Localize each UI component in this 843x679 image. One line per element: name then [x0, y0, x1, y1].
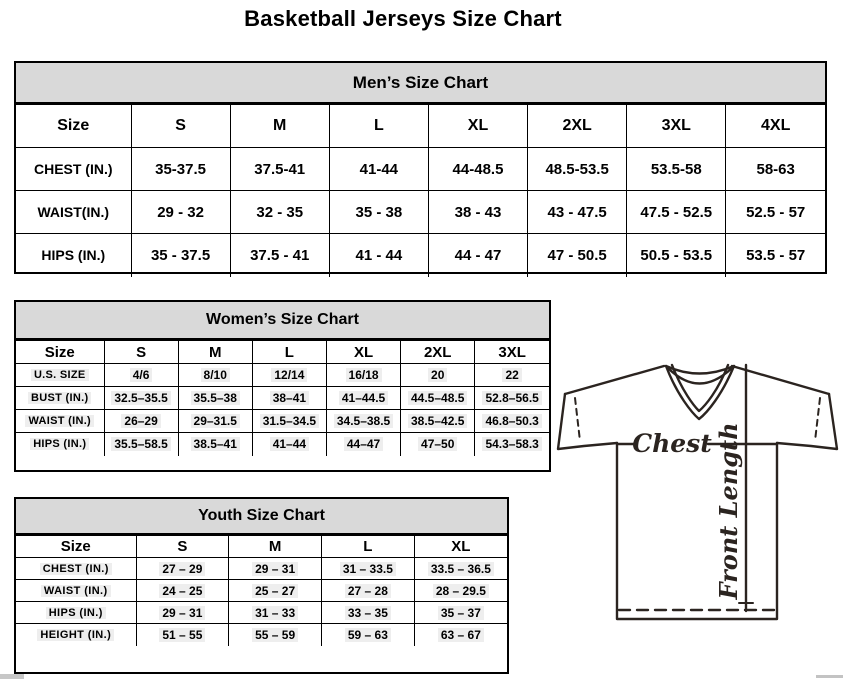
table-cell	[329, 148, 428, 191]
size-value: 22	[502, 368, 521, 382]
table-cell	[178, 410, 252, 433]
size-value: 37.5 - 41	[250, 246, 310, 264]
size-value: 33 – 35	[345, 606, 391, 620]
column-header: L	[329, 105, 428, 148]
column-header: XL	[326, 341, 400, 364]
column-header: 3XL	[475, 341, 549, 364]
row-label-text: U.S. SIZE	[31, 369, 89, 381]
mens-table-grid	[16, 104, 825, 277]
size-value: 31.5–34.5	[260, 414, 319, 428]
row-label	[16, 387, 104, 410]
table-cell	[475, 410, 549, 433]
size-value: 47 - 50.5	[547, 246, 607, 264]
table-cell	[252, 387, 326, 410]
header-row	[16, 536, 507, 558]
table-cell	[475, 364, 549, 387]
column-header: Size	[16, 536, 136, 558]
table-cell	[414, 624, 507, 646]
table-cell	[136, 602, 229, 624]
row-label	[16, 148, 131, 191]
row-label-text: HEIGHT (IN.)	[37, 629, 114, 641]
table-cell	[726, 191, 825, 234]
size-value: 44.5–48.5	[408, 391, 467, 405]
womens-table-caption: Women’s Size Chart	[16, 302, 549, 340]
table-cell	[229, 602, 322, 624]
size-value: 33.5 – 36.5	[428, 562, 494, 576]
column-header: M	[178, 341, 252, 364]
table-cell	[528, 234, 627, 277]
table-cell	[230, 234, 329, 277]
header-row	[16, 105, 825, 148]
size-value: 31 – 33	[252, 606, 298, 620]
size-value: 24 – 25	[159, 584, 205, 598]
table-cell	[326, 433, 400, 456]
size-value: 35-37.5	[155, 160, 206, 178]
table-row	[16, 433, 549, 456]
table-cell	[726, 148, 825, 191]
youth-size-table	[14, 497, 509, 674]
table-cell	[136, 580, 229, 602]
table-row	[16, 148, 825, 191]
column-header: S	[131, 105, 230, 148]
size-value: 52.8–56.5	[482, 391, 541, 405]
table-cell	[252, 410, 326, 433]
table-cell	[178, 364, 252, 387]
table-cell	[322, 602, 415, 624]
size-value: 34.5–38.5	[334, 414, 393, 428]
womens-table-grid	[16, 340, 549, 456]
table-cell	[326, 387, 400, 410]
table-cell	[329, 191, 428, 234]
size-value: 47.5 - 52.5	[640, 203, 713, 221]
horizontal-scrollbar-thumb-right[interactable]	[816, 675, 843, 678]
table-row	[16, 410, 549, 433]
table-row	[16, 364, 549, 387]
size-value: 38–41	[270, 391, 309, 405]
table-row	[16, 624, 507, 646]
size-value: 35.5–58.5	[111, 437, 170, 451]
size-value: 38.5–42.5	[408, 414, 467, 428]
column-header: S	[104, 341, 178, 364]
table-row	[16, 602, 507, 624]
table-cell	[252, 364, 326, 387]
table-cell	[252, 433, 326, 456]
jersey-measurement-diagram	[556, 353, 843, 625]
column-header: 2XL	[401, 341, 475, 364]
table-cell	[401, 387, 475, 410]
page-title: Basketball Jerseys Size Chart	[244, 6, 562, 31]
table-cell	[627, 148, 726, 191]
column-header: S	[136, 536, 229, 558]
size-value: 50.5 - 53.5	[640, 246, 713, 264]
table-cell	[230, 191, 329, 234]
table-cell	[230, 148, 329, 191]
size-value: 38.5–41	[191, 437, 240, 451]
size-value: 37.5-41	[254, 160, 306, 178]
size-value: 38 - 43	[454, 203, 502, 221]
size-value: 63 – 67	[438, 628, 484, 642]
row-label-text: WAIST(IN.)	[37, 204, 110, 220]
size-value: 29–31.5	[191, 414, 240, 428]
table-cell	[528, 191, 627, 234]
table-row	[16, 191, 825, 234]
table-cell	[627, 191, 726, 234]
size-value: 35 – 37	[438, 606, 484, 620]
row-label-text: BUST (IN.)	[28, 392, 91, 404]
table-cell	[104, 387, 178, 410]
size-value: 53.5-58	[650, 160, 702, 178]
size-value: 55 – 59	[252, 628, 298, 642]
size-value: 26–29	[121, 414, 160, 428]
table-cell	[104, 410, 178, 433]
size-value: 27 – 28	[345, 584, 391, 598]
header-row	[16, 341, 549, 364]
size-value: 51 – 55	[159, 628, 205, 642]
table-cell	[322, 580, 415, 602]
size-value: 53.5 - 57	[746, 246, 806, 264]
table-cell	[329, 234, 428, 277]
size-value: 41–44	[270, 437, 309, 451]
column-header: L	[252, 341, 326, 364]
row-label	[16, 624, 136, 646]
table-cell	[178, 387, 252, 410]
row-label	[16, 558, 136, 580]
size-value: 25 – 27	[252, 584, 298, 598]
front-length-label: Front Length	[714, 422, 743, 600]
table-cell	[104, 433, 178, 456]
table-cell	[475, 387, 549, 410]
table-cell	[428, 234, 527, 277]
size-value: 16/18	[346, 368, 382, 382]
size-value: 35.5–38	[191, 391, 240, 405]
row-label	[16, 191, 131, 234]
table-cell	[528, 148, 627, 191]
table-cell	[131, 234, 230, 277]
table-cell	[428, 191, 527, 234]
size-value: 41-44	[359, 160, 399, 178]
size-value: 46.8–50.3	[482, 414, 541, 428]
table-cell	[627, 234, 726, 277]
column-header: Size	[16, 341, 104, 364]
row-label-text: CHEST (IN.)	[40, 563, 112, 575]
size-value: 28 – 29.5	[433, 584, 489, 598]
size-value: 44-48.5	[452, 160, 504, 178]
row-label	[16, 602, 136, 624]
size-value: 31 – 33.5	[340, 562, 396, 576]
column-header: XL	[428, 105, 527, 148]
column-header: L	[322, 536, 415, 558]
table-cell	[322, 624, 415, 646]
size-value: 12/14	[271, 368, 307, 382]
row-label	[16, 410, 104, 433]
chest-label: Chest	[632, 429, 712, 458]
size-value: 48.5-53.5	[545, 160, 609, 178]
size-value: 29 – 31	[159, 606, 205, 620]
row-label	[16, 433, 104, 456]
column-header: M	[229, 536, 322, 558]
table-cell	[326, 364, 400, 387]
size-value: 4/6	[130, 368, 153, 382]
table-cell	[326, 410, 400, 433]
youth-table-grid	[16, 535, 507, 646]
size-value: 32.5–35.5	[111, 391, 170, 405]
size-value: 47–50	[418, 437, 457, 451]
horizontal-scrollbar-thumb-left[interactable]	[0, 674, 24, 679]
row-label-text: HIPS (IN.)	[41, 247, 106, 264]
table-cell	[136, 624, 229, 646]
size-value: 58-63	[756, 160, 795, 178]
table-cell	[131, 148, 230, 191]
table-cell	[104, 364, 178, 387]
size-value: 52.5 - 57	[746, 203, 806, 221]
table-cell	[229, 558, 322, 580]
row-label-text: CHEST (IN.)	[33, 161, 113, 177]
column-header: 2XL	[528, 105, 627, 148]
mens-table-caption: Men’s Size Chart	[16, 63, 825, 104]
table-cell	[726, 234, 825, 277]
column-header: XL	[414, 536, 507, 558]
table-cell	[229, 580, 322, 602]
size-value: 44–47	[344, 437, 383, 451]
column-header: 3XL	[627, 105, 726, 148]
size-value: 27 – 29	[159, 562, 205, 576]
table-cell	[401, 364, 475, 387]
mens-size-table	[14, 61, 827, 274]
size-value: 59 – 63	[345, 628, 391, 642]
table-cell	[136, 558, 229, 580]
size-value: 54.3–58.3	[482, 437, 541, 451]
size-value: 32 - 35	[256, 203, 304, 221]
table-cell	[322, 558, 415, 580]
table-cell	[428, 148, 527, 191]
jersey-outline-icon	[558, 365, 837, 619]
table-cell	[414, 558, 507, 580]
table-row	[16, 387, 549, 410]
table-row	[16, 580, 507, 602]
size-value: 41 - 44	[355, 246, 403, 264]
column-header: Size	[16, 105, 131, 148]
size-value: 35 - 37.5	[150, 246, 211, 264]
size-value: 43 - 47.5	[547, 203, 607, 221]
size-value: 29 – 31	[252, 562, 298, 576]
row-label	[16, 580, 136, 602]
table-cell	[178, 433, 252, 456]
table-cell	[414, 580, 507, 602]
row-label-text: HIPS (IN.)	[46, 607, 106, 619]
table-cell	[475, 433, 549, 456]
size-value: 44 - 47	[454, 246, 502, 264]
row-label	[16, 364, 104, 387]
youth-table-caption: Youth Size Chart	[16, 499, 507, 535]
table-cell	[229, 624, 322, 646]
row-label-text: WAIST (IN.)	[25, 415, 94, 427]
table-cell	[414, 602, 507, 624]
row-label-text: HIPS (IN.)	[30, 438, 89, 450]
size-value: 35 - 38	[355, 203, 403, 221]
table-row	[16, 558, 507, 580]
row-label-text: WAIST (IN.)	[41, 585, 111, 597]
size-value: 29 - 32	[157, 203, 204, 221]
table-cell	[401, 433, 475, 456]
size-value: 20	[428, 368, 447, 382]
size-value: 8/10	[201, 368, 230, 382]
row-label	[16, 234, 131, 277]
table-cell	[131, 191, 230, 234]
womens-size-table	[14, 300, 551, 472]
table-row	[16, 234, 825, 277]
column-header: 4XL	[726, 105, 825, 148]
table-cell	[401, 410, 475, 433]
column-header: M	[230, 105, 329, 148]
size-value: 41–44.5	[339, 391, 388, 405]
